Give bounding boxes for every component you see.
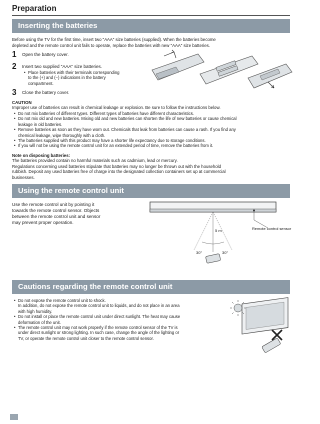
battery-insertion-illustration bbox=[146, 44, 294, 96]
step-subnote-line: compartment. bbox=[28, 80, 54, 86]
remote-caution-line: • Do not expose the remote control unit to shock. bbox=[18, 298, 106, 303]
disposal-heading: Note on disposing batteries: bbox=[12, 153, 71, 158]
remote-caution-line: TV, or operate the remote control unit closer to the remote control sensor. bbox=[18, 335, 154, 341]
remote-caution-bullet bbox=[18, 325, 228, 341]
disposal-line: businesses. bbox=[12, 174, 35, 180]
disposal-line: The batteries provided contain no harmful materials such as cadmium, lead or mercury. bbox=[12, 158, 178, 163]
step-text: Open the battery cover. bbox=[22, 52, 69, 57]
section-title-remote-cautions: Cautions regarding the remote control unit bbox=[12, 280, 290, 294]
angle-left-label: 30° bbox=[196, 250, 203, 255]
caution-bullet bbox=[18, 116, 290, 127]
caution-bullet-line: • Remove batteries as soon as they have worn out. Chemicals that leak from batteries can cause a rash. If you find any bbox=[18, 127, 236, 133]
caution-bullet-line: • If you will not be using the remote control unit for an extended period of time, remove the batteries from it. bbox=[18, 143, 214, 149]
remote-caution-line: In addition, do not expose the remote control unit to liquids, and do not place in an area bbox=[18, 303, 180, 309]
step-number: 2 bbox=[12, 62, 17, 71]
step-text: Insert two supplied "AAA" size batteries. bbox=[22, 64, 102, 69]
using-remote-line: between the remote control unit and sensor bbox=[12, 214, 101, 219]
remote-caution-line: with high humidity. bbox=[18, 308, 53, 314]
step-subnote-line: • Place batteries with their terminals corresponding bbox=[28, 70, 120, 75]
using-remote-line: Use the remote control unit by pointing it bbox=[12, 202, 95, 207]
caution-bullet-line: • Do not mix old and new batteries. Mixing old and new batteries can shorten the life of new batteries or cause chemical bbox=[18, 116, 237, 122]
remote-caution-line: deformation of the unit. bbox=[18, 319, 61, 325]
step-number: 3 bbox=[12, 88, 17, 97]
remote-cautions-list bbox=[18, 298, 228, 341]
caution-heading: CAUTION bbox=[12, 100, 32, 105]
step-subnote bbox=[28, 70, 138, 86]
remote-back-open-cover bbox=[152, 50, 204, 80]
using-remote-text bbox=[12, 202, 142, 226]
angle-right-label: 30° bbox=[222, 250, 229, 255]
caution-bullet-line: • The batteries supplied with this product may have a shorter life expectancy due to storage conditions. bbox=[18, 138, 206, 144]
remote-caution-bullet bbox=[18, 298, 228, 314]
remote-range-cone bbox=[194, 212, 232, 252]
header-divider bbox=[12, 15, 290, 16]
remote-control-icon bbox=[206, 254, 221, 264]
remote-back-closed-cover bbox=[248, 64, 292, 88]
caution-bullet-line: leakage in old batteries. bbox=[18, 121, 63, 127]
disposal-text bbox=[12, 158, 290, 180]
caution-bullet bbox=[18, 143, 290, 148]
section-title-inserting-batteries: Inserting the batteries bbox=[12, 19, 290, 33]
sunlight-warning-illustration bbox=[228, 296, 294, 358]
sensor-label: Remote control sensor bbox=[252, 226, 292, 231]
step-number: 1 bbox=[12, 50, 17, 59]
caution-intro: Improper use of batteries can result in chemical leakage or explosion. Be sure to follow the instructions below. bbox=[12, 105, 221, 110]
caution-bullet-line: chemical leakage, wipe thoroughly with a cloth. bbox=[18, 132, 106, 138]
caution-list bbox=[18, 111, 290, 149]
remote-caution-bullet bbox=[18, 314, 228, 325]
step-text: Close the battery cover. bbox=[22, 90, 70, 95]
page-number-marker bbox=[10, 414, 18, 420]
page-header: Preparation bbox=[12, 4, 57, 13]
remote-caution-line: • Do not install or place the remote control unit under direct sunlight. The heat may cause bbox=[18, 314, 181, 320]
step-subnote-line: to the (+) and (−) indications in the battery bbox=[28, 75, 106, 81]
tv-front bbox=[150, 202, 276, 212]
remote-caution-line: under direct sunlight or strong lighting. In such case, change the angle of the lighting or bbox=[18, 330, 180, 336]
caution-bullet bbox=[18, 127, 290, 138]
tv-screen-icon bbox=[242, 298, 288, 334]
batteries-intro-line: depleted and the remote control unit fails to operate, replace the batteries with new "AAA" size batteries. bbox=[12, 42, 210, 48]
batteries-intro-line: Before using the TV for the first time, insert two "AAA" size batteries (supplied). When the batteries become bbox=[12, 37, 216, 42]
range-distance-label: 5 m bbox=[215, 228, 222, 233]
remote-caution-line: • The remote control unit may not work properly if the remote control sensor of the TV is bbox=[18, 325, 178, 331]
remote-range-illustration bbox=[146, 200, 292, 264]
using-remote-line: towards the remote control sensor. Objects bbox=[12, 208, 100, 213]
disposal-line: Regulations concerning used batteries stipulate that batteries may no longer be thrown out with the household bbox=[12, 163, 222, 169]
section-title-using-remote: Using the remote control unit bbox=[12, 184, 290, 198]
caution-bullet-line: • Do not mix batteries of different types. Different types of batteries have different characteristics. bbox=[18, 111, 194, 116]
using-remote-line: may prevent proper operation. bbox=[12, 220, 74, 225]
remote-control-icon bbox=[262, 338, 281, 353]
disposal-line: rubbish. Deposit any used batteries free of charge into the designated collection containers set up at commercial bbox=[12, 169, 226, 175]
